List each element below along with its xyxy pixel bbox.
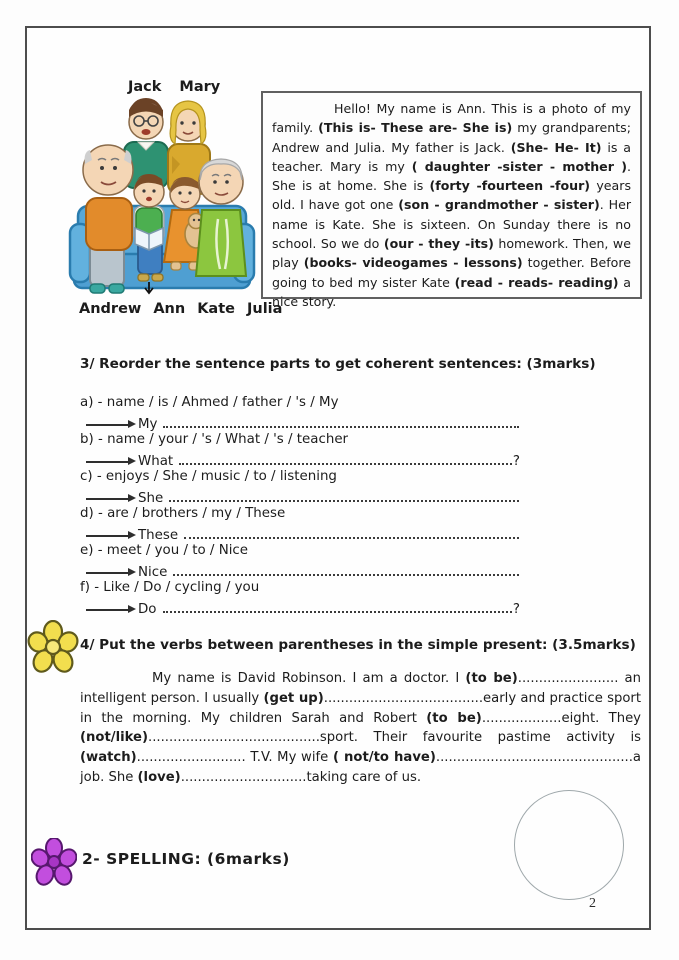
passage-text: ..............................taking care of us. (180, 769, 422, 785)
sentence-parts: d) - are / brothers / my / These (80, 506, 286, 521)
long-right-arrow-icon (86, 461, 128, 463)
answer-blank (179, 463, 512, 465)
page-number: 2 (589, 896, 596, 911)
sentence-parts: b) - name / your / 's / What / 's / teacher (80, 432, 349, 447)
choice-options: (This is- These are- She is) (318, 120, 513, 136)
answer-starter: My (138, 416, 158, 432)
answer-starter: Nice (138, 564, 168, 580)
label-mary: Mary (179, 79, 221, 95)
answer-line (80, 524, 520, 543)
passage-text: a nice story. (272, 274, 632, 309)
exercise3-item-d (80, 506, 540, 543)
choice-options: (books- videogames - lessons) (303, 255, 523, 271)
passage-text: My name is David Robinson. I am a doctor. I (152, 671, 466, 686)
label-ann: Ann (153, 301, 186, 317)
passage-text: . Her name is Kate. She is sixteen. On Sunday there is no school. So we do (272, 197, 631, 252)
stamp-circle (514, 790, 624, 900)
choice-options: (watch) (80, 750, 137, 766)
choice-options: ( daughter -sister - mother ) (411, 158, 627, 174)
sentence-parts: a) - name / is / Ahmed / father / 's / My (80, 395, 339, 410)
answer-blank (163, 611, 512, 613)
choice-options: (our - they -its) (383, 236, 494, 252)
choice-options: (get up) (263, 690, 324, 706)
choice-options: ( not/to have) (332, 750, 436, 766)
choice-options: (to be) (465, 671, 518, 686)
figure-bottom-labels (79, 301, 294, 317)
answer-line (80, 413, 520, 432)
figure-julia (196, 159, 246, 276)
sentence-parts: c) - enjoys / She / music / to / listening (80, 469, 337, 484)
sentence-parts: f) - Like / Do / cycling / you (80, 580, 260, 595)
choice-options: (read - reads- reading) (454, 274, 619, 290)
answer-blank (163, 426, 519, 428)
answer-end: ? (512, 601, 520, 617)
answer-blank (169, 500, 519, 502)
spelling-title: 2- SPELLING: (6marks) (82, 850, 290, 868)
purple-flower-icon (31, 838, 77, 888)
passage-text: together. Before going to bed my sister Kate (272, 255, 631, 290)
passage-text: ........................ an intelligent person. I usually (80, 671, 642, 706)
answer-blank (184, 537, 519, 539)
passage-text: is a teacher. Mary is my (272, 139, 631, 174)
yellow-flower-icon (27, 620, 79, 676)
figure-top-labels (128, 79, 238, 95)
exercise3-item-e (80, 543, 540, 580)
passage-text: ......................................early and practice sport in the morning. My children Sarah and Robert (80, 690, 641, 726)
family-photo-illustration (68, 94, 256, 301)
answer-starter: These (138, 527, 179, 543)
exercise3-item-f (80, 580, 540, 617)
long-right-arrow-icon (86, 572, 128, 574)
reading-passage-box (261, 91, 642, 309)
long-right-arrow-icon (86, 498, 128, 500)
reading-passage-text (272, 99, 631, 311)
long-right-arrow-icon (86, 424, 128, 426)
passage-text: my grandparents; Andrew and Julia. My father is Jack. (272, 120, 631, 155)
exercise4-text (80, 669, 641, 788)
long-right-arrow-icon (86, 535, 128, 537)
choice-options: (She- He- It) (510, 139, 602, 155)
passage-text: homework. Then, we play (272, 236, 631, 271)
answer-starter: Do (138, 601, 157, 617)
passage-text: Hello! My name is Ann. This is a photo of my family. (272, 101, 631, 136)
passage-text: ...............................................a job. She (80, 750, 642, 785)
long-right-arrow-icon (86, 609, 128, 611)
answer-line (80, 598, 520, 617)
answer-line (80, 487, 520, 506)
exercise3-items (80, 395, 540, 617)
choice-options: (forty -fourteen -four) (429, 178, 591, 194)
sentence-parts: e) - meet / you / to / Nice (80, 543, 249, 558)
choice-options: (not/like) (80, 730, 149, 746)
answer-line (80, 561, 520, 580)
exercise3-item-a (80, 395, 540, 432)
choice-options: (love) (137, 769, 181, 785)
choice-options: (to be) (426, 710, 482, 726)
label-julia: Julia (246, 301, 283, 317)
exercise4-paragraph (80, 669, 641, 788)
choice-options: (son - grandmother - sister) (398, 197, 600, 213)
exercise3-item-b (80, 432, 540, 469)
passage-text: ...................eight. They (481, 710, 641, 726)
passage-text: .......................... T.V. My wife (136, 750, 333, 766)
answer-blank (173, 574, 519, 576)
passage-text: years old. I have got one (272, 178, 632, 213)
label-andrew: Andrew (79, 301, 142, 317)
passage-text: .........................................sport. Their favourite pastime activity is (148, 730, 641, 746)
answer-end: ? (512, 453, 520, 469)
exercise4-title: 4/ Put the verbs between parentheses in the simple present: (3.5marks) (80, 637, 636, 653)
passage-text: . She is at home. She is (272, 158, 632, 194)
answer-starter: What (138, 453, 174, 469)
label-jack: Jack (128, 79, 162, 95)
answer-starter: She (138, 490, 164, 506)
label-kate: Kate (197, 301, 235, 317)
answer-line (80, 450, 520, 469)
exercise3-title: 3/ Reorder the sentence parts to get coherent sentences: (3marks) (80, 356, 596, 372)
figure-ann (134, 174, 164, 293)
exercise3-item-c (80, 469, 540, 506)
